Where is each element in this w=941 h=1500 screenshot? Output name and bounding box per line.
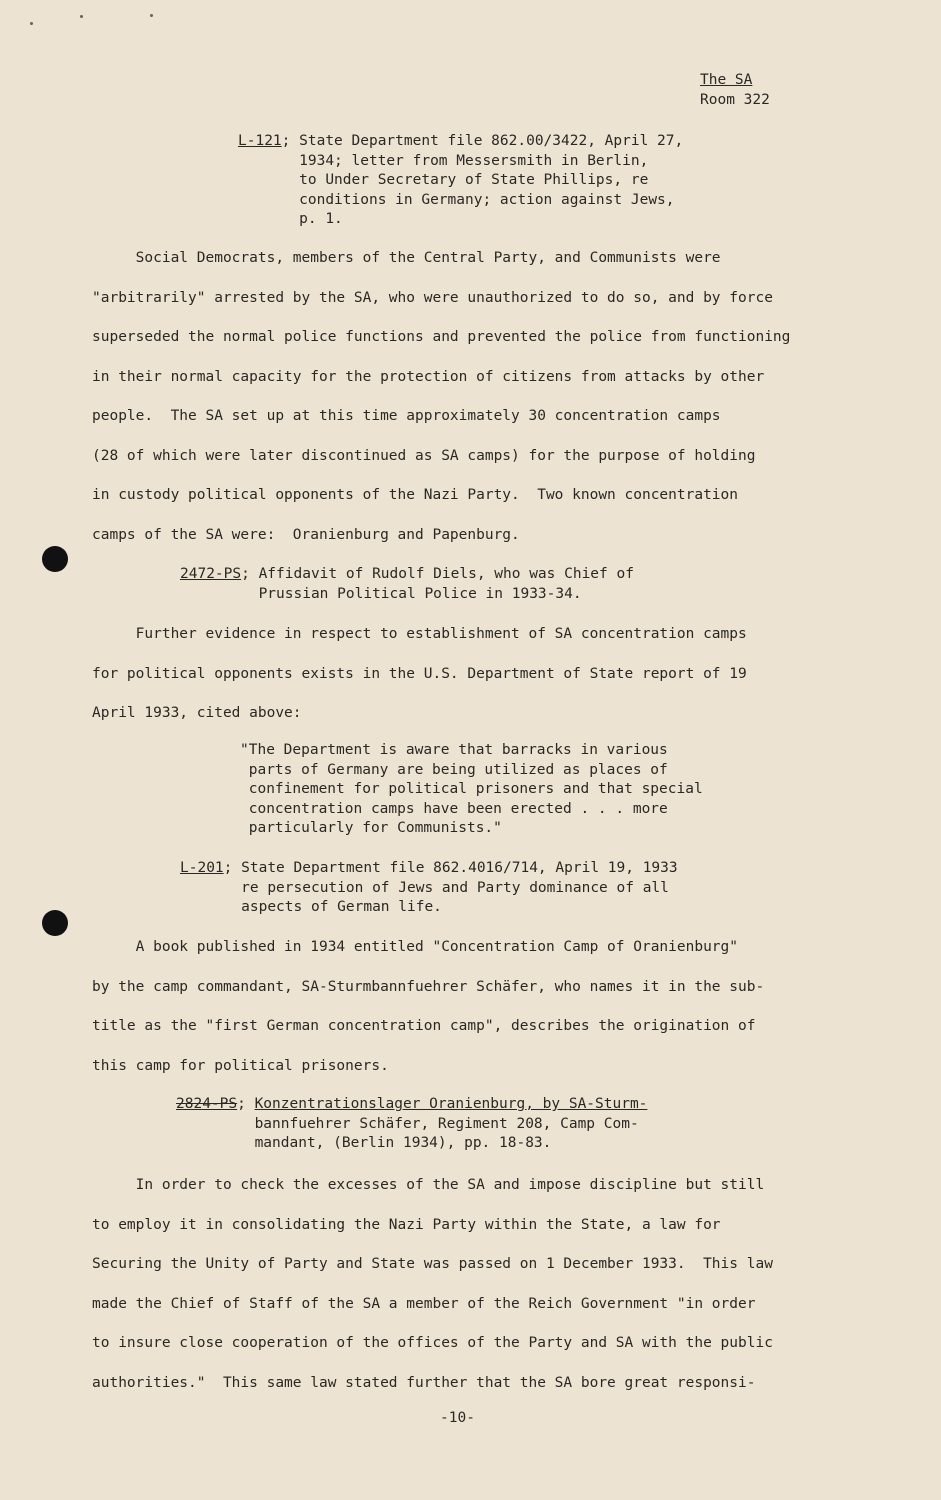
citation-separator: ; <box>223 860 233 876</box>
text-line: title as the "first German concentration camp", describes the origination of <box>92 1018 756 1034</box>
text-line: In order to check the excesses of the SA and impose discipline but still <box>92 1177 765 1193</box>
page-number: -10- <box>440 1410 475 1426</box>
citation-line: 1934; letter from Messersmith in Berlin, <box>299 152 649 169</box>
citation-line: Affidavit of Rudolf Diels, who was Chief of <box>258 566 634 582</box>
text-line: Further evidence in respect to establishment of SA concentration camps <box>92 626 747 642</box>
quote-line: "The Department is aware that barracks in various <box>240 742 668 758</box>
text-line: Securing the Unity of Party and State was passed on 1 December 1933. This law <box>92 1256 773 1272</box>
text-line: made the Chief of Staff of the SA a member of the Reich Government "in order <box>92 1295 756 1312</box>
text-line: authorities." This same law stated further that the SA bore great responsi- <box>92 1374 756 1391</box>
text-line: this camp for political prisoners. <box>92 1057 389 1074</box>
room-header <box>700 70 770 110</box>
citation-line: aspects of German life. <box>241 899 442 915</box>
citation-text <box>255 1095 648 1154</box>
text-line: in their normal capacity for the protection of citizens from attacks by other <box>92 368 765 385</box>
header-line-2: Room 322 <box>700 92 770 108</box>
paragraph-law <box>92 1175 882 1412</box>
citation-line: to Under Secretary of State Phillips, re <box>299 172 649 188</box>
punch-hole <box>42 910 68 936</box>
citation-separator: ; <box>241 566 250 582</box>
paragraph-arrests <box>92 248 882 564</box>
citation-line: State Department file 862.00/3422, April 27, <box>299 133 684 149</box>
text-line: superseded the normal police functions and prevented the police from functioning <box>92 329 791 345</box>
citation-line: conditions in Germany; action against Jews, <box>299 191 675 208</box>
text-line: Social Democrats, members of the Central Party, and Communists were <box>92 250 721 266</box>
quote-line: confinement for political prisoners and that special <box>240 781 703 797</box>
citation-line: State Department file 862.4016/714, April 19, 1933 <box>241 860 678 876</box>
quote-line: parts of Germany are being utilized as places of <box>240 761 668 778</box>
citation-line: p. 1. <box>299 211 343 227</box>
citation-line: re persecution of Jews and Party dominance of all <box>241 879 669 896</box>
citation-l121 <box>238 132 683 230</box>
citation-code: 2472-PS <box>180 566 242 582</box>
block-quote <box>240 741 703 839</box>
citation-2472ps <box>180 565 634 604</box>
text-line: A book published in 1934 entitled "Concentration Camp of Oranienburg" <box>92 939 739 955</box>
text-line: (28 of which were later discontinued as SA camps) for the purpose of holding <box>92 447 756 464</box>
speck-mark <box>30 22 33 25</box>
citation-code: L-201 <box>180 860 224 876</box>
paragraph-book <box>92 937 882 1095</box>
punch-hole <box>42 546 68 572</box>
citation-2824ps <box>176 1095 647 1154</box>
speck-mark <box>150 14 153 17</box>
citation-line: bannfuehrer Schäfer, Regiment 208, Camp Com- <box>254 1115 639 1132</box>
citation-line: Konzentrationslager Oranienburg, by SA-Sturm- <box>254 1096 648 1112</box>
citation-line: Prussian Political Police in 1933-34. <box>258 585 582 602</box>
citation-separator: ; <box>281 133 291 149</box>
text-line: to employ it in consolidating the Nazi Party within the State, a law for <box>92 1216 721 1233</box>
citation-l201 <box>180 859 678 918</box>
citation-text <box>259 565 634 604</box>
text-line: camps of the SA were: Oranienburg and Papenburg. <box>92 526 520 543</box>
text-line: in custody political opponents of the Nazi Party. Two known concentration <box>92 487 739 503</box>
speck-mark <box>80 15 83 18</box>
citation-text <box>241 859 678 918</box>
text-line: people. The SA set up at this time approximately 30 concentration camps <box>92 408 721 424</box>
citation-separator: ; <box>237 1096 246 1112</box>
citation-text <box>299 132 683 230</box>
text-line: to insure close cooperation of the offices of the Party and SA with the public <box>92 1335 773 1351</box>
quote-line: particularly for Communists." <box>240 820 502 836</box>
text-line: by the camp commandant, SA-Sturmbannfuehrer Schäfer, who names it in the sub- <box>92 978 765 995</box>
header-line-1: The SA <box>700 72 753 88</box>
paragraph-evidence <box>92 624 882 743</box>
citation-code: L-121 <box>238 133 282 149</box>
citation-code: 2824-PS <box>176 1096 238 1112</box>
text-line: April 1933, cited above: <box>92 705 302 721</box>
quote-line: concentration camps have been erected . . . more <box>240 800 668 817</box>
citation-line: mandant, (Berlin 1934), pp. 18-83. <box>254 1135 552 1151</box>
text-line: "arbitrarily" arrested by the SA, who were unauthorized to do so, and by force <box>92 289 773 306</box>
text-line: for political opponents exists in the U.S. Department of State report of 19 <box>92 665 747 682</box>
